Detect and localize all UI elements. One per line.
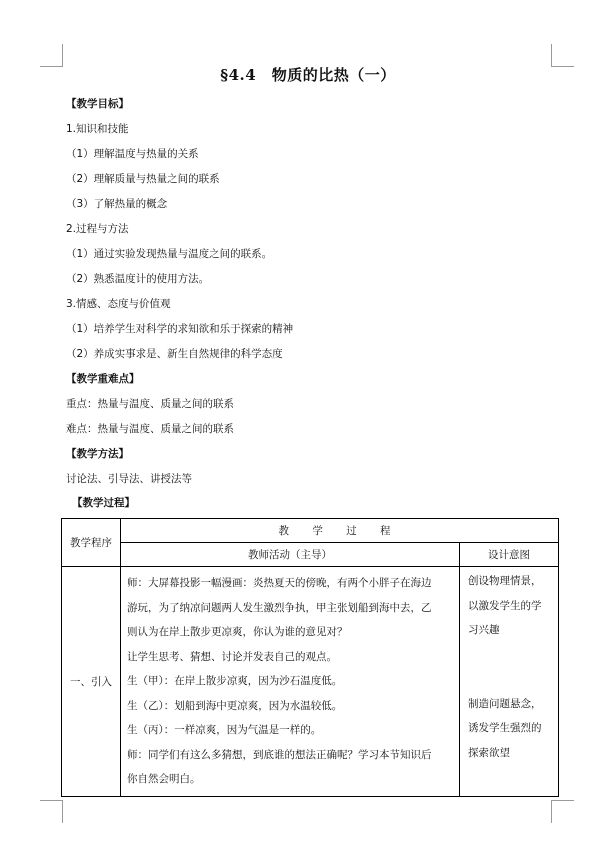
teacher-line: 师：同学们有这么多猜想，到底谁的想法正确呢？学习本节知识后 (127, 748, 432, 761)
crop-mark-bottom-left (40, 800, 63, 823)
process-section-heading: 【教学过程】 (72, 497, 135, 509)
process-heading: 2.过程与方法 (66, 223, 129, 235)
teacher-line: 生（乙）：划船到海中更凉爽，因为水温较低。 (127, 699, 343, 712)
teacher-line: 师：大屏幕投影一幅漫画：炎热夏天的傍晚，有两个小胖子在海边 (127, 577, 432, 589)
attitude-item-2: （2）养成实事求是、新生自然规律的科学态度 (66, 348, 283, 360)
lesson-title: §4.4 物质的比热（一） (220, 66, 396, 84)
objectives-heading: 【教学目标】 (66, 98, 129, 110)
knowledge-item-3: （3）了解热量的概念 (66, 198, 168, 210)
design-line: 制造问题悬念， (468, 697, 542, 710)
process-item-1: （1）通过实验发现热量与温度之间的联系。 (66, 248, 273, 260)
design-intent-cell (460, 567, 559, 797)
attitude-heading: 3.情感、态度与价值观 (66, 298, 171, 310)
teaching-process-table (61, 518, 559, 797)
header-teacher-activity: 教师活动（主导） (121, 543, 460, 567)
attitude-item-1: （1）培养学生对科学的求知欲和乐于探索的精神 (66, 323, 294, 335)
methods-heading: 【教学方法】 (66, 448, 129, 460)
design-line: 习兴趣 (468, 624, 500, 636)
teacher-line: 生（甲）：在岸上散步凉爽，因为沙石温度低。 (127, 675, 343, 687)
difficult-point: 难点：热量与温度、质量之间的联系 (66, 423, 234, 435)
header-design-intent: 设计意图 (460, 543, 559, 567)
key-points-heading: 【教学重难点】 (66, 373, 140, 385)
knowledge-heading: 1.知识和技能 (66, 123, 129, 135)
teacher-line: 让学生思考、猜想、讨论并发表自己的观点。 (127, 650, 337, 663)
header-program: 教学程序 (62, 519, 121, 567)
teacher-line: 则认为在岸上散步更凉爽，你认为谁的意见对？ (127, 626, 348, 638)
knowledge-item-2: （2）理解质量与热量之间的联系 (66, 173, 220, 185)
design-line: 诱发学生强烈的 (468, 722, 542, 734)
teacher-line: 生（丙）：一样凉爽，因为气温是一样的。 (127, 724, 322, 736)
crop-mark-bottom-right (551, 800, 574, 823)
knowledge-item-1: （1）理解温度与热量的关系 (66, 148, 199, 160)
process-item-2: （2）熟悉温度计的使用方法。 (66, 273, 210, 285)
design-line: 以激发学生的学 (468, 599, 542, 612)
design-line: 探索欲望 (468, 746, 510, 759)
design-line: 创设物理情景， (468, 575, 542, 587)
header-process: 教 学 过 程 (121, 519, 559, 543)
teacher-line: 你自然会明白。 (127, 773, 201, 785)
teacher-line: 游玩，为了纳凉问题两人发生激烈争执，甲主张划船到海中去，乙 (127, 601, 432, 614)
methods-text: 讨论法、引导法、讲授法等 (66, 473, 192, 485)
key-point: 重点：热量与温度、质量之间的联系 (66, 398, 234, 410)
row-program-intro: 一、引入 (62, 567, 121, 797)
teacher-activity-cell (121, 567, 460, 797)
